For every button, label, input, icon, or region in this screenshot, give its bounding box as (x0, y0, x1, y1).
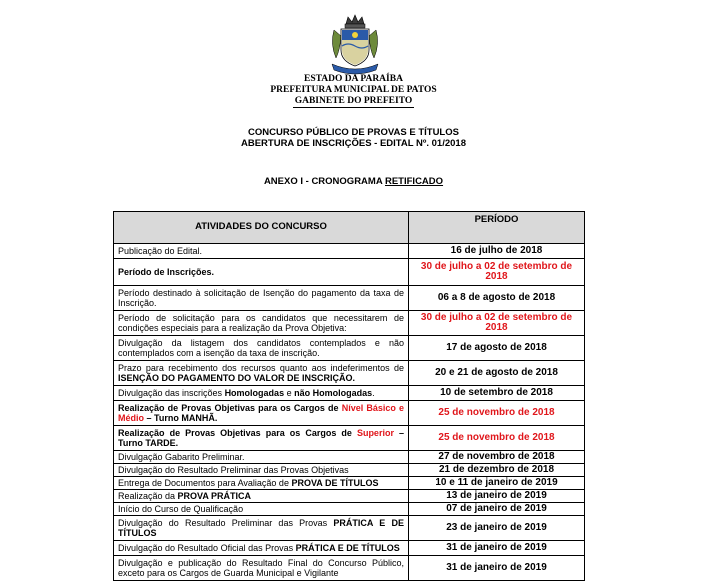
activity-text: . (372, 387, 375, 398)
activity-cell (114, 490, 409, 503)
table-row (114, 286, 585, 311)
activity-text: – Turno MANHÃ. (144, 413, 218, 423)
table-row (114, 259, 585, 286)
activity-highlight: Nível Básico e Médio (118, 402, 405, 423)
activity-cell: Divulgação Gabarito Preliminar. (114, 451, 409, 464)
activity-cell (114, 386, 409, 401)
annex-prefix: ANEXO I - CRONOGRAMA (263, 176, 385, 187)
table-header-row (114, 212, 585, 244)
annex-retificado: RETIFICADO (384, 176, 444, 187)
activity-text: Realização de Provas Objetivas para os Cargos de (118, 427, 357, 438)
activity-text: Divulgação das inscrições (118, 387, 225, 398)
header-prefecture: PREFEITURA MUNICIPAL DE PATOS (270, 85, 437, 95)
table-row (114, 451, 585, 464)
activity-emphasis: não Homologadas (294, 387, 373, 398)
table-row (114, 503, 585, 516)
activity-cell: Divulgação e publicação do Resultado Final do Concurso Público, exceto para os Cargos de Guarda Municipal e Vigilante (114, 556, 409, 581)
activity-emphasis: ISENÇÃO DO PAGAMENTO DO VALOR DE INSCRIÇÃO. (118, 373, 356, 383)
table-row (114, 311, 585, 336)
period-cell: 31 de janeiro de 2019 (409, 556, 585, 581)
table-row (114, 477, 585, 490)
activity-cell (114, 401, 409, 426)
period-cell: 10 e 11 de janeiro de 2019 (409, 477, 585, 490)
period-cell: 16 de julho de 2018 (409, 244, 585, 259)
activity-cell: Período de Inscrições. (114, 259, 409, 286)
activity-cell: Divulgação do Resultado Preliminar das Provas Objetivas (114, 464, 409, 477)
schedule-table (113, 211, 585, 581)
activities-header: ATIVIDADES DO CONCURSO (114, 212, 409, 244)
period-cell: 10 de setembro de 2018 (409, 386, 585, 401)
document-header (0, 74, 707, 108)
period-cell: 23 de janeiro de 2019 (409, 516, 585, 541)
period-cell: 07 de janeiro de 2019 (409, 503, 585, 516)
activity-text: Divulgação do Resultado Oficial das Provas (118, 542, 296, 553)
table-row (114, 386, 585, 401)
activity-text: – Turno TARDE. (118, 427, 405, 448)
period-cell: 20 e 21 de agosto de 2018 (409, 361, 585, 386)
activity-cell: Divulgação da listagem dos candidatos contemplados e não contemplados com a isenção da taxa de inscrição. (114, 336, 409, 361)
annex-title (0, 176, 707, 187)
activity-emphasis: Homologadas (224, 387, 285, 398)
period-cell: 31 de janeiro de 2019 (409, 541, 585, 556)
table-row (114, 244, 585, 259)
activity-emphasis: PROVA DE TÍTULOS (291, 477, 379, 488)
table-row (114, 361, 585, 386)
activity-cell (114, 516, 409, 541)
table-row (114, 516, 585, 541)
activity-text: Entrega de Documentos para Avaliação de (118, 477, 292, 488)
period-cell: 21 de dezembro de 2018 (409, 464, 585, 477)
activity-cell (114, 361, 409, 386)
activity-text: Realização de Provas Objetivas para os Cargos de (118, 402, 342, 413)
activity-emphasis: PRÁTICA E DE TÍTULOS (295, 542, 400, 553)
period-cell: 25 de novembro de 2018 (409, 426, 585, 451)
table-row (114, 464, 585, 477)
activity-text: Realização da (118, 490, 178, 501)
activity-cell: Início do Curso de Qualificação (114, 503, 409, 516)
activity-cell (114, 426, 409, 451)
period-cell: 27 de novembro de 2018 (409, 451, 585, 464)
table-row (114, 426, 585, 451)
period-header: PERÍODO (409, 212, 585, 244)
period-cell: 06 a 8 de agosto de 2018 (409, 286, 585, 311)
period-cell: 25 de novembro de 2018 (409, 401, 585, 426)
title-edital: ABERTURA DE INSCRIÇÕES - EDITAL Nº. 01/2018 (240, 138, 466, 149)
table-row (114, 490, 585, 503)
activity-text: e (284, 387, 295, 398)
title-contest: CONCURSO PÚBLICO DE PROVAS E TÍTULOS (248, 127, 459, 138)
activity-cell: Período de solicitação para os candidatos que necessitarem de condições especiais para a realização da Prova Objetiva: (114, 311, 409, 336)
table-row (114, 541, 585, 556)
activity-text: Prazo para recebimento dos recursos quanto aos indeferimentos de (118, 362, 404, 373)
header-cabinet: GABINETE DO PREFEITO (294, 96, 413, 106)
period-cell: 17 de agosto de 2018 (409, 336, 585, 361)
activity-emphasis: PRÁTICA E DE TÍTULOS (118, 517, 404, 538)
activity-text: Divulgação do Resultado Preliminar das Provas (118, 517, 334, 528)
activity-emphasis: PROVA PRÁTICA (177, 490, 252, 501)
activity-cell (114, 477, 409, 490)
activity-cell: Período destinado à solicitação de Isenção do pagamento da taxa de Inscrição. (114, 286, 409, 311)
table-row (114, 401, 585, 426)
table-row (114, 336, 585, 361)
activity-highlight: Superior (356, 427, 394, 438)
period-cell: 30 de julho a 02 de setembro de 2018 (409, 259, 585, 286)
coat-of-arms-logo (326, 14, 384, 76)
table-row (114, 556, 585, 581)
header-state: ESTADO DA PARAÍBA (304, 74, 403, 84)
activity-cell (114, 541, 409, 556)
activity-cell: Publicação do Edital. (114, 244, 409, 259)
document-title (0, 127, 707, 149)
period-cell: 13 de janeiro de 2019 (409, 490, 585, 503)
period-cell: 30 de julho a 02 de setembro de 2018 (409, 311, 585, 336)
